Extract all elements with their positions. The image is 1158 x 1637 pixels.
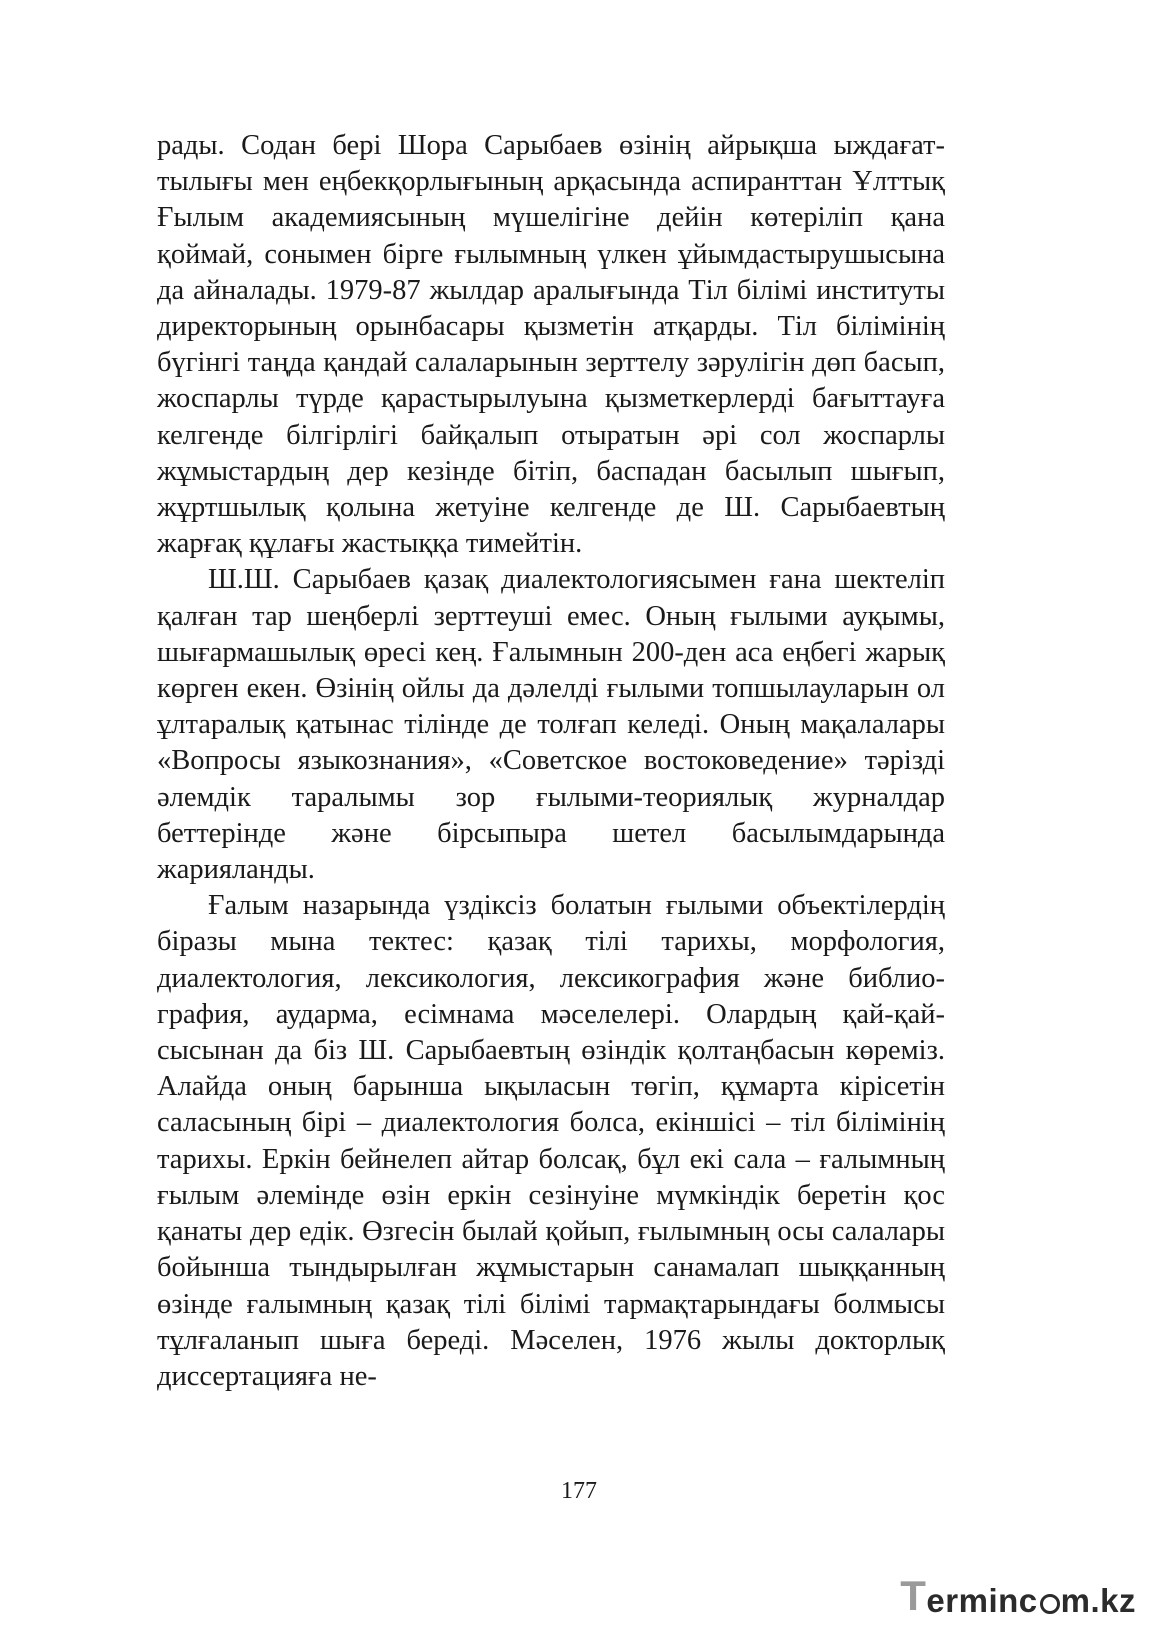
magnifier-icon xyxy=(1040,1594,1060,1614)
watermark-text-middle: erminc xyxy=(926,1582,1038,1619)
paragraph-2: Ш.Ш. Сарыбаев қазақ диалектологиясымен ғана шектеліп қалған тар шеңберлі зерттеуші емес. Оның ғылыми ауқымы, шығармашылық өресі кең. Ғалымнын 200-ден аса еңбегі жарық көрген екен. Өзінің ойлы да дәлелді ғылыми топшылауларын ол ұлтаралық қатынас тілінде де толғап келеді. Оның мақалалары «Вопросы языкознания», «Советское востоковедение» тәрізді әлемдік таралымы зор ғылыми-теориялық журналдар беттерінде және бірсыпыра шетел басылымдарында жарияланды. xyxy=(157,564,945,886)
page-number: 177 xyxy=(561,1478,597,1504)
paragraph-3: Ғалым назарында үздіксіз болатын ғылыми объектілердің біразы мына тектес: қазақ тілі тарихы, морфология, диалектология, лексикология, лексикография және библиография, аударма, есімнама мәселелері. Олардың қай-қайсысынан да біз Ш. Сарыбаевтың өзіндік қолтаңбасын көреміз. Алайда оның барынша ықыласын төгіп, құмарта кірісетін саласының бірі – диалектология болса, екіншісі – тіл білімінің тарихы. Еркін бейнелеп айтар болсақ, бұл екі сала – ғалымның ғылым әлемінде өзін еркін сезінуіне мүмкіндік беретін қос қанаты дер едік. Өзгесін былай қойып, ғылымның осы салалары бойынша тындырылған жұмыстарын санамалап шыққанның өзінде ғалымның қазақ тілі білімі тармақтарындағы болмысы тұлғаланып шыға береді. Мәселен, 1976 жылы докторлық диссертацияға не- xyxy=(157,890,945,1392)
site-watermark-logo xyxy=(900,1567,1136,1617)
watermark-text-end: m.kz xyxy=(1060,1582,1136,1619)
watermark-initial: T xyxy=(900,1572,927,1619)
body-text xyxy=(157,128,945,1395)
paragraph-1: рады. Содан бері Шора Сарыбаев өзінің айрықша ыждағаттылығы мен еңбекқорлығының арқасында аспиранттан Ұлттық Ғылым академиясының мүшелігіне дейін көтеріліп қана қоймай, сонымен бірге ғылымның үлкен ұйымдастырушысына да айналады. 1979-87 жылдар аралығында Тіл білімі институты директорының орынбасары қызметін атқарды. Тіл білімінің бүгінгі таңда қандай салаларынын зерттелу зәрулігін дөп басып, жоспарлы түрде қарастырылуына қызметкерлерді бағыттауға келгенде білгірлігі байқалып отыратын әрі сол жоспарлы жұмыстардың дер кезінде бітіп, баспадан басылып шығып, жұртшылық қолына жетуіне келгенде де Ш. Сарыбаевтың жарғақ құлағы жастыққа тимейтін. xyxy=(157,130,945,560)
